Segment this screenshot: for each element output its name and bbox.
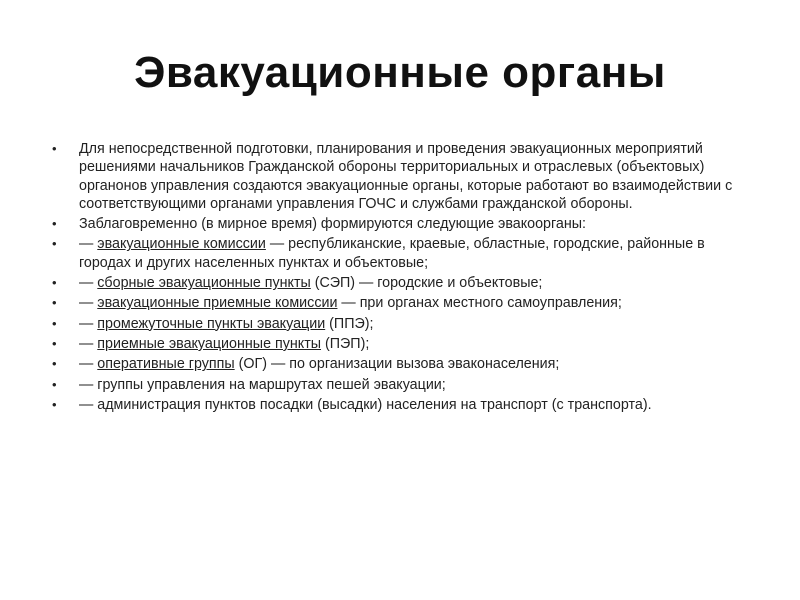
bullet-icon: • [52, 315, 57, 331]
bullet-icon: • [52, 236, 57, 252]
link-operational-groups[interactable]: оперативные группы [97, 356, 235, 373]
link-intermediate-evacuation-points[interactable]: промежуточные пункты эвакуации [97, 315, 326, 332]
list-item [52, 140, 752, 213]
bullet-icon: • [52, 141, 57, 156]
item-suffix: (ПЭП); [321, 335, 370, 352]
link-evacuation-commissions[interactable]: эвакуационные комиссии [97, 236, 266, 253]
bullet-icon: • [52, 275, 57, 291]
bullet-icon: • [52, 216, 57, 232]
item-prefix: — [79, 356, 98, 373]
item-text: Заблаговременно (в мирное время) формируются следующие эвакоорганы: [79, 216, 586, 233]
item-prefix: — [79, 335, 98, 352]
bullet-icon: • [52, 396, 57, 412]
bullet-icon: • [52, 356, 57, 372]
item-prefix: — [79, 315, 98, 332]
list-item [52, 335, 752, 353]
bullet-icon: • [52, 295, 57, 311]
item-text: Для непосредственной подготовки, планирования и проведения эвакуационных мероприятий решениями начальников Гражданской обороны территориальных и отраслевых (объектовых) органонов управления создаются эвакуационные органы, которые работают во взаимодействии с соответствующими органами управления ГОЧС и службами гражданской обороны. [79, 141, 733, 212]
slide-title: Эвакуационные органы [134, 48, 666, 97]
bullet-icon: • [52, 335, 57, 351]
list-item [52, 315, 752, 333]
list-item [52, 355, 752, 373]
list-item [52, 274, 752, 292]
item-text: — группы управления на маршрутах пешей эвакуации; [79, 376, 446, 393]
item-suffix: — республиканские, краевые, областные, городские, районные в городах и других населенных пунктах и объектовые; [79, 236, 705, 271]
list-item [52, 396, 752, 414]
link-reception-evacuation-points[interactable]: приемные эвакуационные пункты [97, 335, 322, 352]
bullet-list [52, 140, 752, 416]
item-suffix: (ППЭ); [325, 315, 374, 332]
item-text: — администрация пунктов посадки (высадки) населения на транспорт (с транспорта). [79, 396, 652, 413]
item-suffix: — при органах местного самоуправления; [337, 295, 622, 312]
link-assembly-evacuation-points[interactable]: сборные эвакуационные пункты [97, 275, 311, 292]
item-prefix: — [79, 275, 98, 292]
list-item [52, 235, 752, 272]
item-suffix: (СЭП) — городские и объектовые; [310, 275, 543, 292]
link-evacuation-reception-commissions[interactable]: эвакуационные приемные комиссии [97, 295, 338, 312]
list-item [52, 294, 752, 312]
item-suffix: (ОГ) — по организации вызова эвaконаселения; [234, 356, 560, 373]
list-item [52, 376, 752, 394]
item-prefix: — [79, 236, 98, 253]
bullet-icon: • [52, 376, 57, 392]
list-item [52, 215, 752, 233]
item-prefix: — [79, 295, 98, 312]
